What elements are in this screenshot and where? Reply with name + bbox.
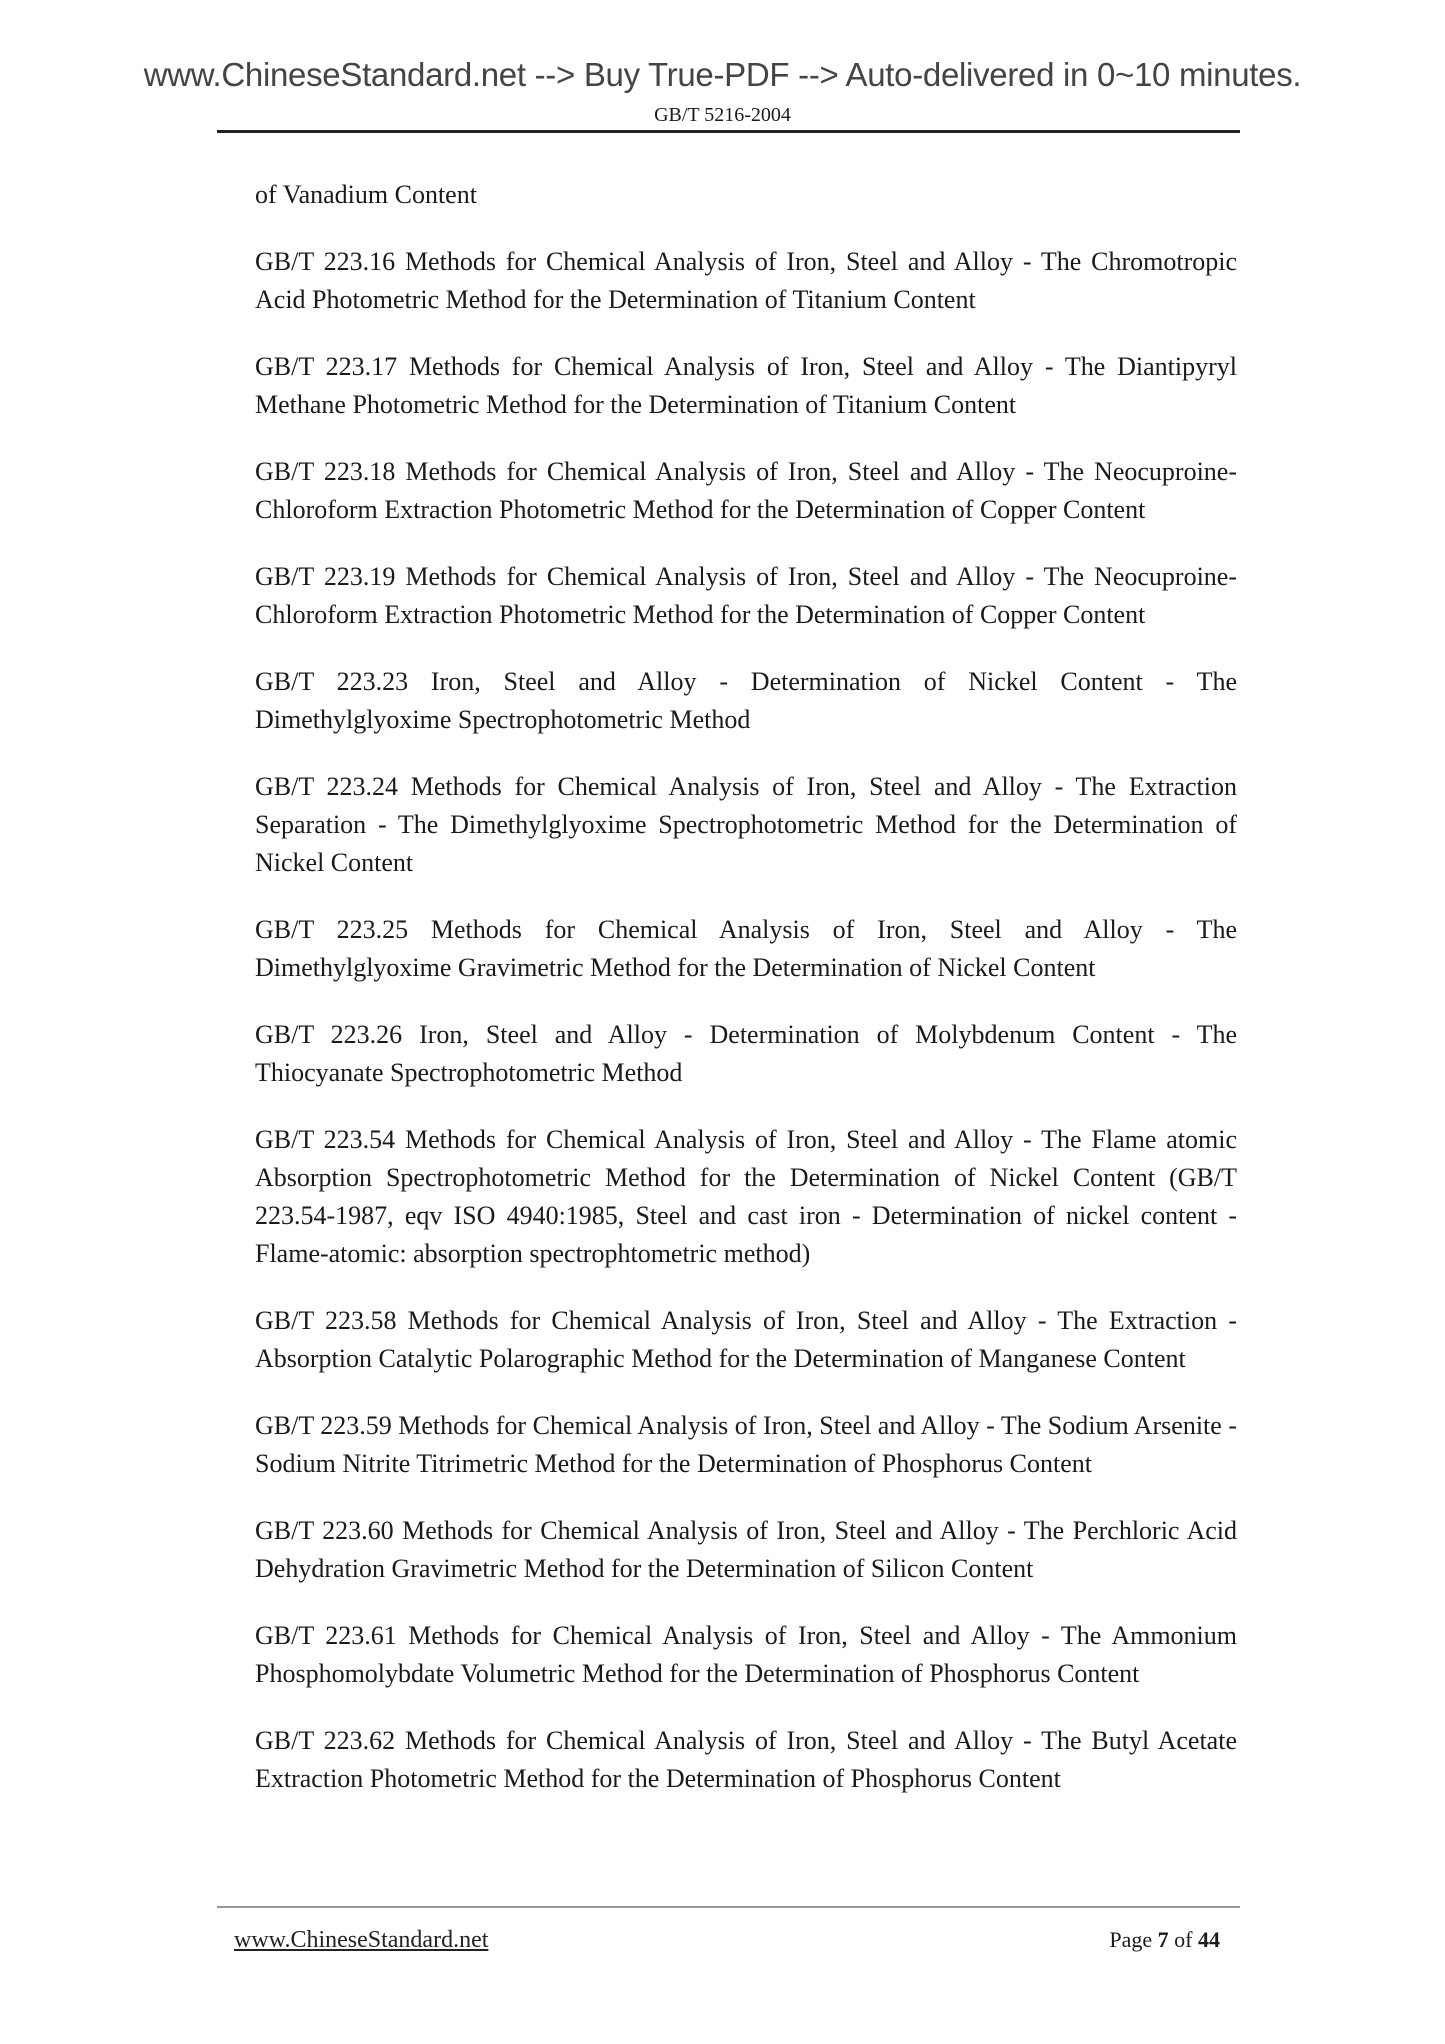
paragraph: GB/T 223.58 Methods for Chemical Analysis of Iron, Steel and Alloy - The Extraction - Absorption Catalytic Polarographic Method for the Determination of Manganese Content [255,1306,1237,1373]
page-indicator [1109,1927,1220,1953]
page-of: of [1174,1927,1193,1952]
footer-divider [217,1906,1240,1908]
standard-number: GB/T 5216-2004 [654,104,791,126]
paragraph: of Vanadium Content [255,180,477,209]
header-banner: www.ChineseStandard.net --> Buy True-PDF --> Auto-delivered in 0~10 minutes. [143,56,1302,93]
paragraph: GB/T 223.54 Methods for Chemical Analysis of Iron, Steel and Alloy - The Flame atomic Absorption Spectrophotometric Method for the Determination of Nickel Content (GB/T 223.54-1987, eqv ISO 4940:1985, Steel and cast iron - Determination of nickel content - Flame-atomic: absorption spectrophtometric method) [255,1125,1237,1268]
paragraph: GB/T 223.25 Methods for Chemical Analysis of Iron, Steel and Alloy - The Dimethylglyoxime Gravimetric Method for the Determination of Nickel Content [255,915,1237,982]
paragraph: GB/T 223.18 Methods for Chemical Analysis of Iron, Steel and Alloy - The Neocuproine-Chloroform Extraction Photometric Method for the Determination of Copper Content [255,457,1237,524]
document-body [255,176,1237,1827]
page-prefix: Page [1109,1927,1153,1952]
header-divider [217,130,1240,133]
paragraph: GB/T 223.17 Methods for Chemical Analysis of Iron, Steel and Alloy - The Diantipyryl Methane Photometric Method for the Determination of Titanium Content [255,352,1237,419]
footer-website-link[interactable]: www.ChineseStandard.net [234,1927,489,1953]
paragraph: GB/T 223.26 Iron, Steel and Alloy - Determination of Molybdenum Content - The Thiocyanate Spectrophotometric Method [255,1020,1237,1087]
paragraph: GB/T 223.61 Methods for Chemical Analysis of Iron, Steel and Alloy - The Ammonium Phosphomolybdate Volumetric Method for the Determination of Phosphorus Content [255,1621,1237,1688]
paragraph: GB/T 223.59 Methods for Chemical Analysis of Iron, Steel and Alloy - The Sodium Arsenite - Sodium Nitrite Titrimetric Method for the Determination of Phosphorus Content [255,1411,1237,1478]
paragraph: GB/T 223.60 Methods for Chemical Analysis of Iron, Steel and Alloy - The Perchloric Acid Dehydration Gravimetric Method for the Determination of Silicon Content [255,1516,1237,1583]
page-current: 7 [1157,1927,1169,1952]
paragraph: GB/T 223.62 Methods for Chemical Analysis of Iron, Steel and Alloy - The Butyl Acetate Extraction Photometric Method for the Determination of Phosphorus Content [255,1726,1237,1793]
paragraph: GB/T 223.24 Methods for Chemical Analysis of Iron, Steel and Alloy - The Extraction Separation - The Dimethylglyoxime Spectrophotometric Method for the Determination of Nickel Content [255,772,1237,877]
paragraph: GB/T 223.16 Methods for Chemical Analysis of Iron, Steel and Alloy - The Chromotropic Acid Photometric Method for the Determination of Titanium Content [255,247,1237,314]
paragraph: GB/T 223.23 Iron, Steel and Alloy - Determination of Nickel Content - The Dimethylglyoxime Spectrophotometric Method [255,667,1237,734]
paragraph: GB/T 223.19 Methods for Chemical Analysis of Iron, Steel and Alloy - The Neocuproine-Chloroform Extraction Photometric Method for the Determination of Copper Content [255,562,1237,629]
page-total: 44 [1198,1927,1220,1952]
